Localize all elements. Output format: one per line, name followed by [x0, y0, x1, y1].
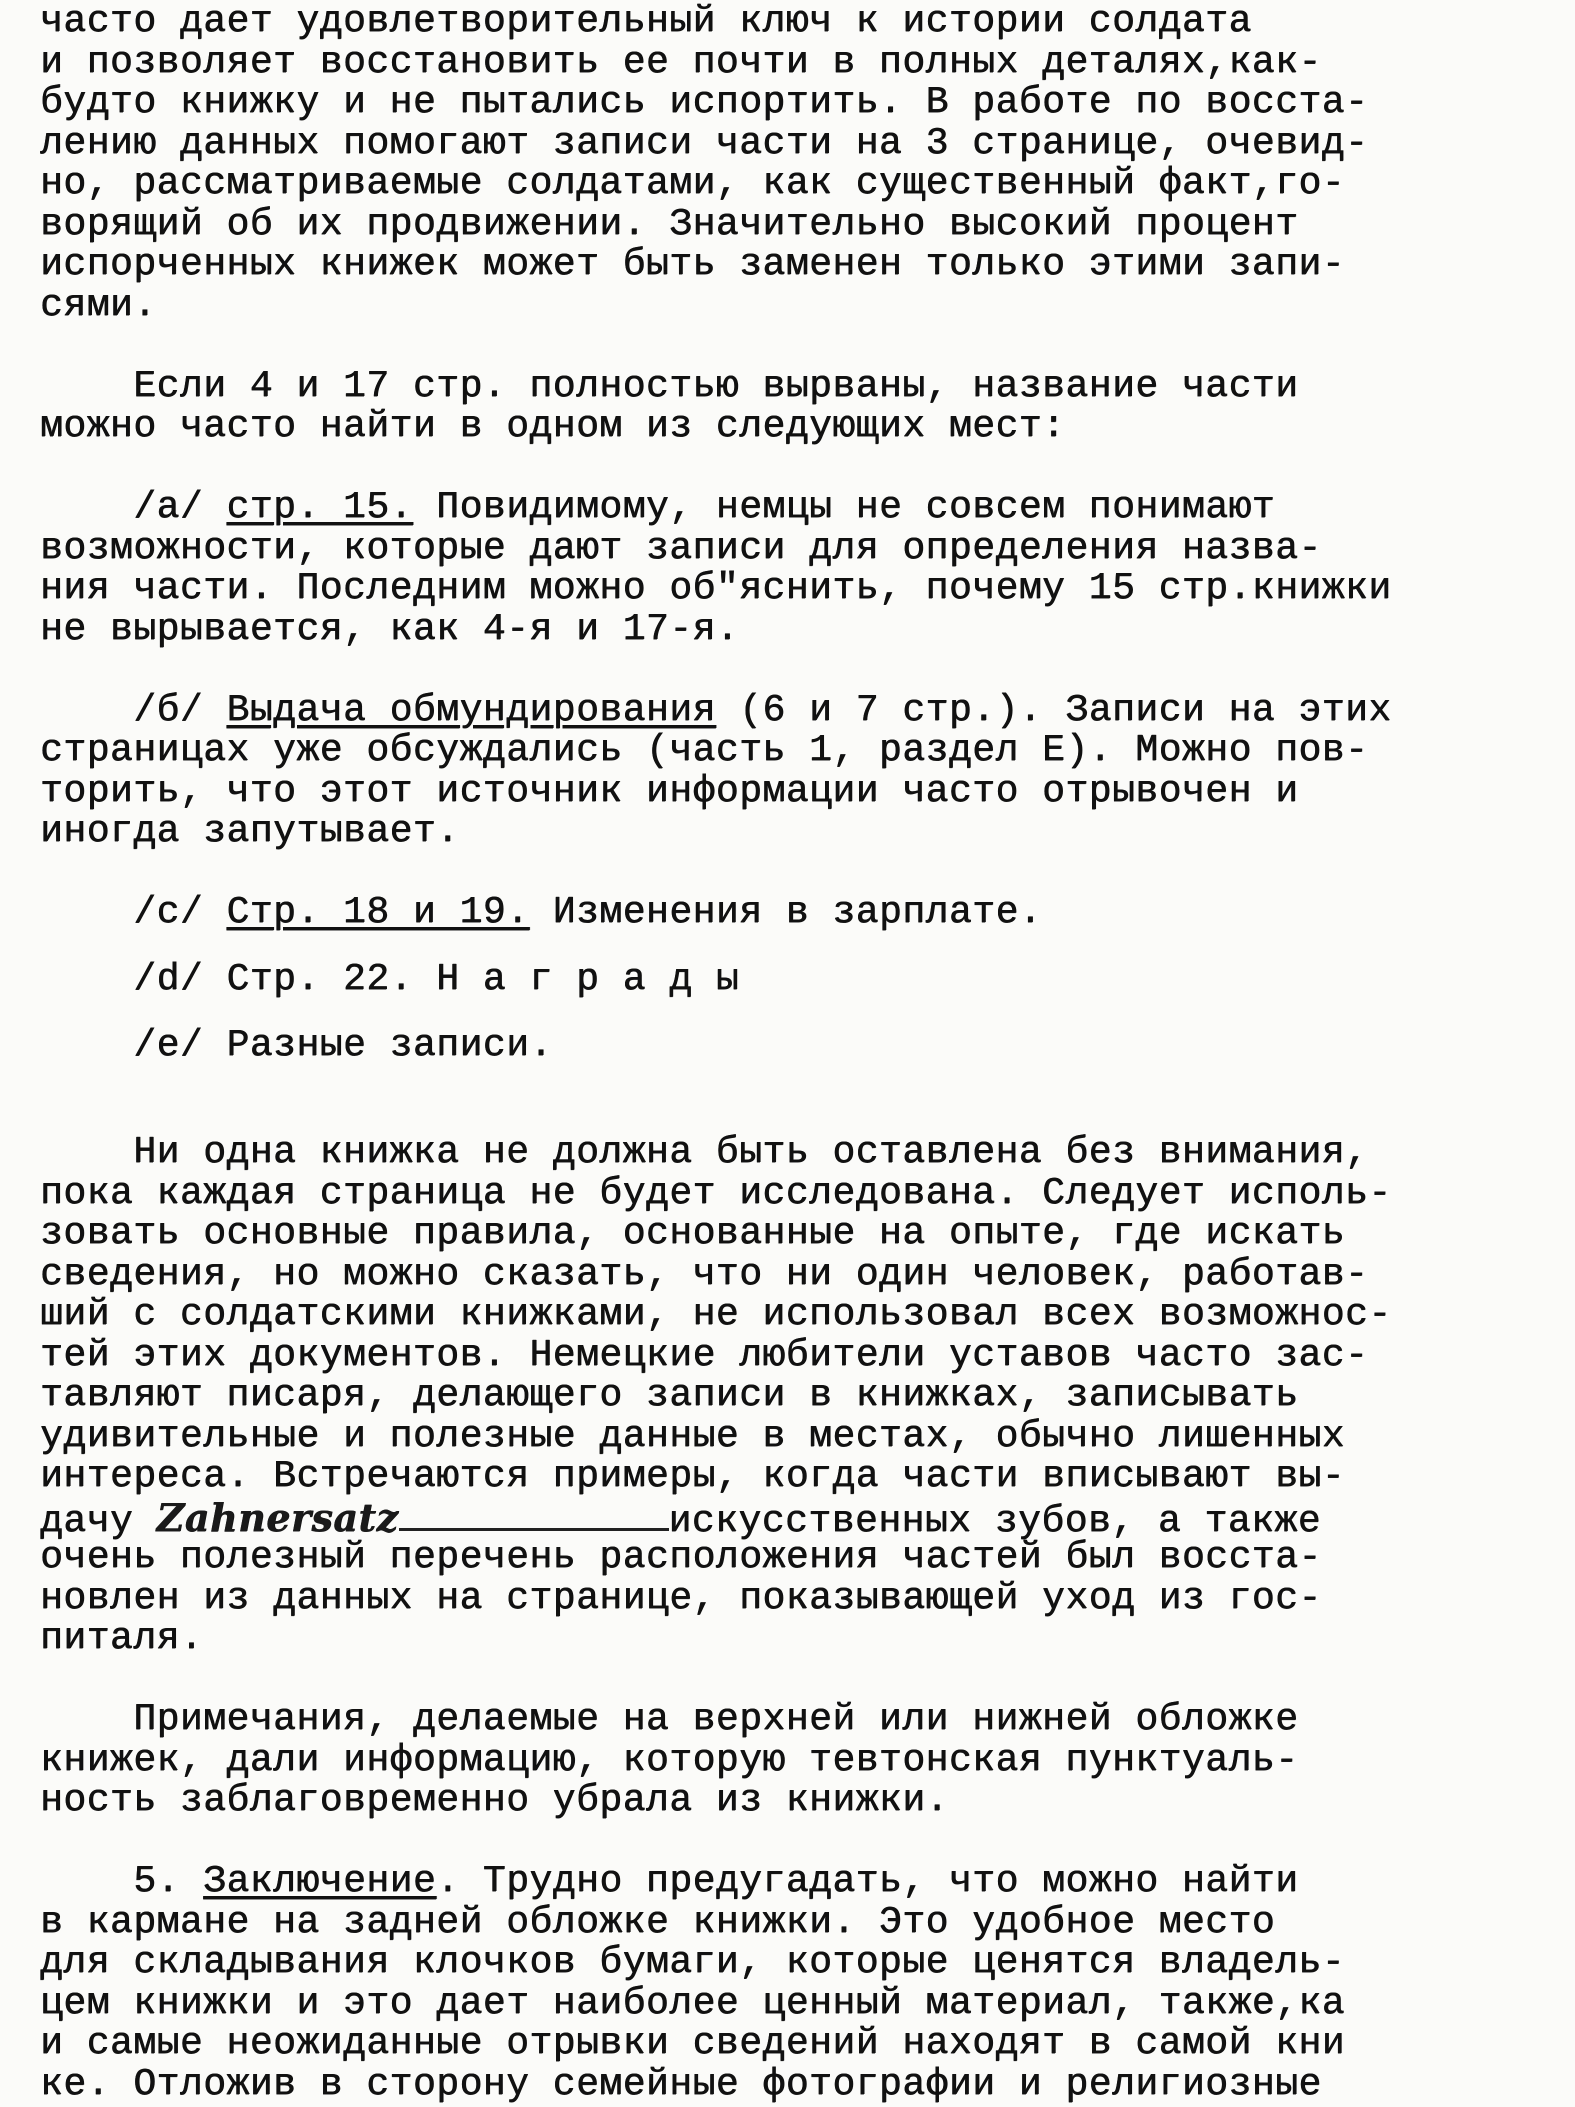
item-marker: /б/ [40, 688, 227, 732]
text-line: книжек, дали информацию, которую тевтонская пунктуаль- [40, 1738, 1299, 1782]
item-text: Изменения в зарплате. [529, 891, 1043, 934]
section-text: . Трудно предугадать, что можно найти [436, 1860, 1299, 1903]
text-line: Если 4 и 17 стр. полностью вырваны, название части [40, 364, 1299, 408]
text-line: часто дает удовлетворительный ключ к истории солдата [40, 0, 1252, 43]
text-line: Ни одна книжка не должна быть оставлена без внимания, [40, 1131, 1369, 1174]
item-marker: /e/ [40, 1024, 227, 1067]
text-line: возможности, которые дают записи для определения назва- [40, 526, 1322, 570]
item-marker: /d/ [40, 957, 227, 1001]
item-marker: /с/ [40, 891, 227, 934]
paragraph-4 [40, 1700, 1560, 1822]
text-line: цем книжки и это дает наиболее ценный материал, также,ка [40, 1981, 1346, 2025]
text-line: ке. Отложив в сторону семейные фотографии и религиозные [40, 2062, 1322, 2106]
item-text: Стр. 22. Н а г р а д ы [226, 957, 740, 1001]
line-prefix: дачу [40, 1499, 157, 1543]
item-marker: /а/ [40, 486, 227, 529]
text-line: лению данных помогают записи части на 3 странице, очевид- [40, 121, 1369, 165]
list-item-b [40, 688, 1560, 853]
text-line: интереса. Встречаются примеры, когда части вписывают вы- [40, 1455, 1346, 1498]
item-text: Повидимому, немцы не совсем понимают [412, 486, 1276, 529]
paragraph-gap [40, 1660, 1560, 1701]
text-line [40, 688, 1560, 732]
paragraph-1 [40, 2, 1560, 326]
paragraph-gap [40, 448, 1560, 489]
list-item-a [40, 488, 1560, 650]
text-line: тавляют писаря, делающего записи в книжках, записывать [40, 1374, 1299, 1417]
text-line: ший с солдатскими книжками, не использовал всех возможнос- [40, 1293, 1392, 1336]
item-heading: Выдача обмундирования [226, 688, 716, 732]
paragraph-gap [40, 853, 1560, 894]
text-line: новлен из данных на странице, показывающей уход из гос- [40, 1576, 1322, 1620]
paragraph-3 [40, 1133, 1560, 1660]
handwritten-insertion: Zahnersatz [156, 1494, 399, 1540]
text-line [40, 1494, 1560, 1543]
text-line [40, 1862, 1560, 1903]
text-line: Примечания, делаемые на верхней или нижней обложке [40, 1698, 1299, 1741]
fill-in-blank [399, 1506, 669, 1531]
paragraph-gap [40, 1107, 1560, 1133]
text-line: для складывания клочков бумаги, которые ценятся владель- [40, 1941, 1346, 1984]
text-line: ния части. Последним можно об"яснить, почему 15 стр.книжки [40, 567, 1392, 610]
text-line: в кармане на задней обложке книжки. Это удобное место [40, 1900, 1276, 1944]
text-line: ворящий об их продвижении. Значительно высокий процент [40, 202, 1299, 246]
text-line [40, 488, 1560, 529]
text-line: сями. [40, 283, 157, 327]
text-line: удивительные и полезные данные в местах, обычно лишенных [40, 1414, 1346, 1458]
paragraph-gap [40, 326, 1560, 367]
paragraph-gap [40, 1067, 1560, 1108]
section-number: 5. [40, 1860, 204, 1903]
item-text: (6 и 7 стр.). Записи на этих [715, 688, 1392, 732]
paragraph-gap [40, 650, 1560, 691]
text-line: ность заблаговременно убрала из книжки. [40, 1779, 949, 1822]
page-reference: Стр. 18 и 19. [226, 891, 530, 934]
text-line: можно часто найти в одном из следующих мест: [40, 405, 1066, 448]
paragraph-2 [40, 364, 1560, 448]
line-suffix: искусственных зубов, а также [668, 1499, 1322, 1543]
item-text: Разные записи. [226, 1024, 553, 1067]
text-line: страницах уже обсуждались (часть 1, раздел Е). Можно пов- [40, 729, 1369, 772]
text-line: сведения, но можно сказать, что ни один человек, работав- [40, 1252, 1369, 1296]
text-line: и позволяет восстановить ее почти в полных деталях,как- [40, 40, 1322, 84]
list-item-c [40, 893, 1560, 934]
paragraph-5-conclusion [40, 1862, 1560, 2105]
text-line: очень полезный перечень расположения частей был восста- [40, 1536, 1322, 1579]
paragraph-gap [40, 1822, 1560, 1863]
page-reference: стр. 15. [226, 486, 413, 529]
text-line: торить, что этот источник информации часто отрывочен и [40, 769, 1299, 813]
text-line: питаля. [40, 1617, 204, 1660]
text-line: и самые неожиданные отрывки сведений находят в самой кни [40, 2022, 1346, 2065]
item-gap [40, 934, 1560, 960]
text-line: будто книжку и не пытались испортить. В работе по восста- [40, 81, 1369, 124]
section-heading: Заключение [203, 1860, 437, 1903]
list-item-e [40, 1026, 1560, 1067]
text-line: иногда запутывает. [40, 810, 460, 853]
typed-text-body [40, 2, 1560, 2105]
text-line: тей этих документов. Немецкие любители уставов часто зас- [40, 1333, 1369, 1377]
text-line: зовать основные правила, основанные на опыте, где искать [40, 1212, 1346, 1255]
list-item-d [40, 957, 1560, 1001]
text-line: не вырывается, как 4-я и 17-я. [40, 607, 740, 651]
text-line: испорченных книжек может быть заменен только этими запи- [40, 243, 1346, 286]
text-line: пока каждая страница не будет исследована. Следует исполь- [40, 1171, 1392, 1215]
item-gap [40, 1000, 1560, 1026]
text-line: но, рассматриваемые солдатами, как существенный факт,го- [40, 162, 1346, 205]
